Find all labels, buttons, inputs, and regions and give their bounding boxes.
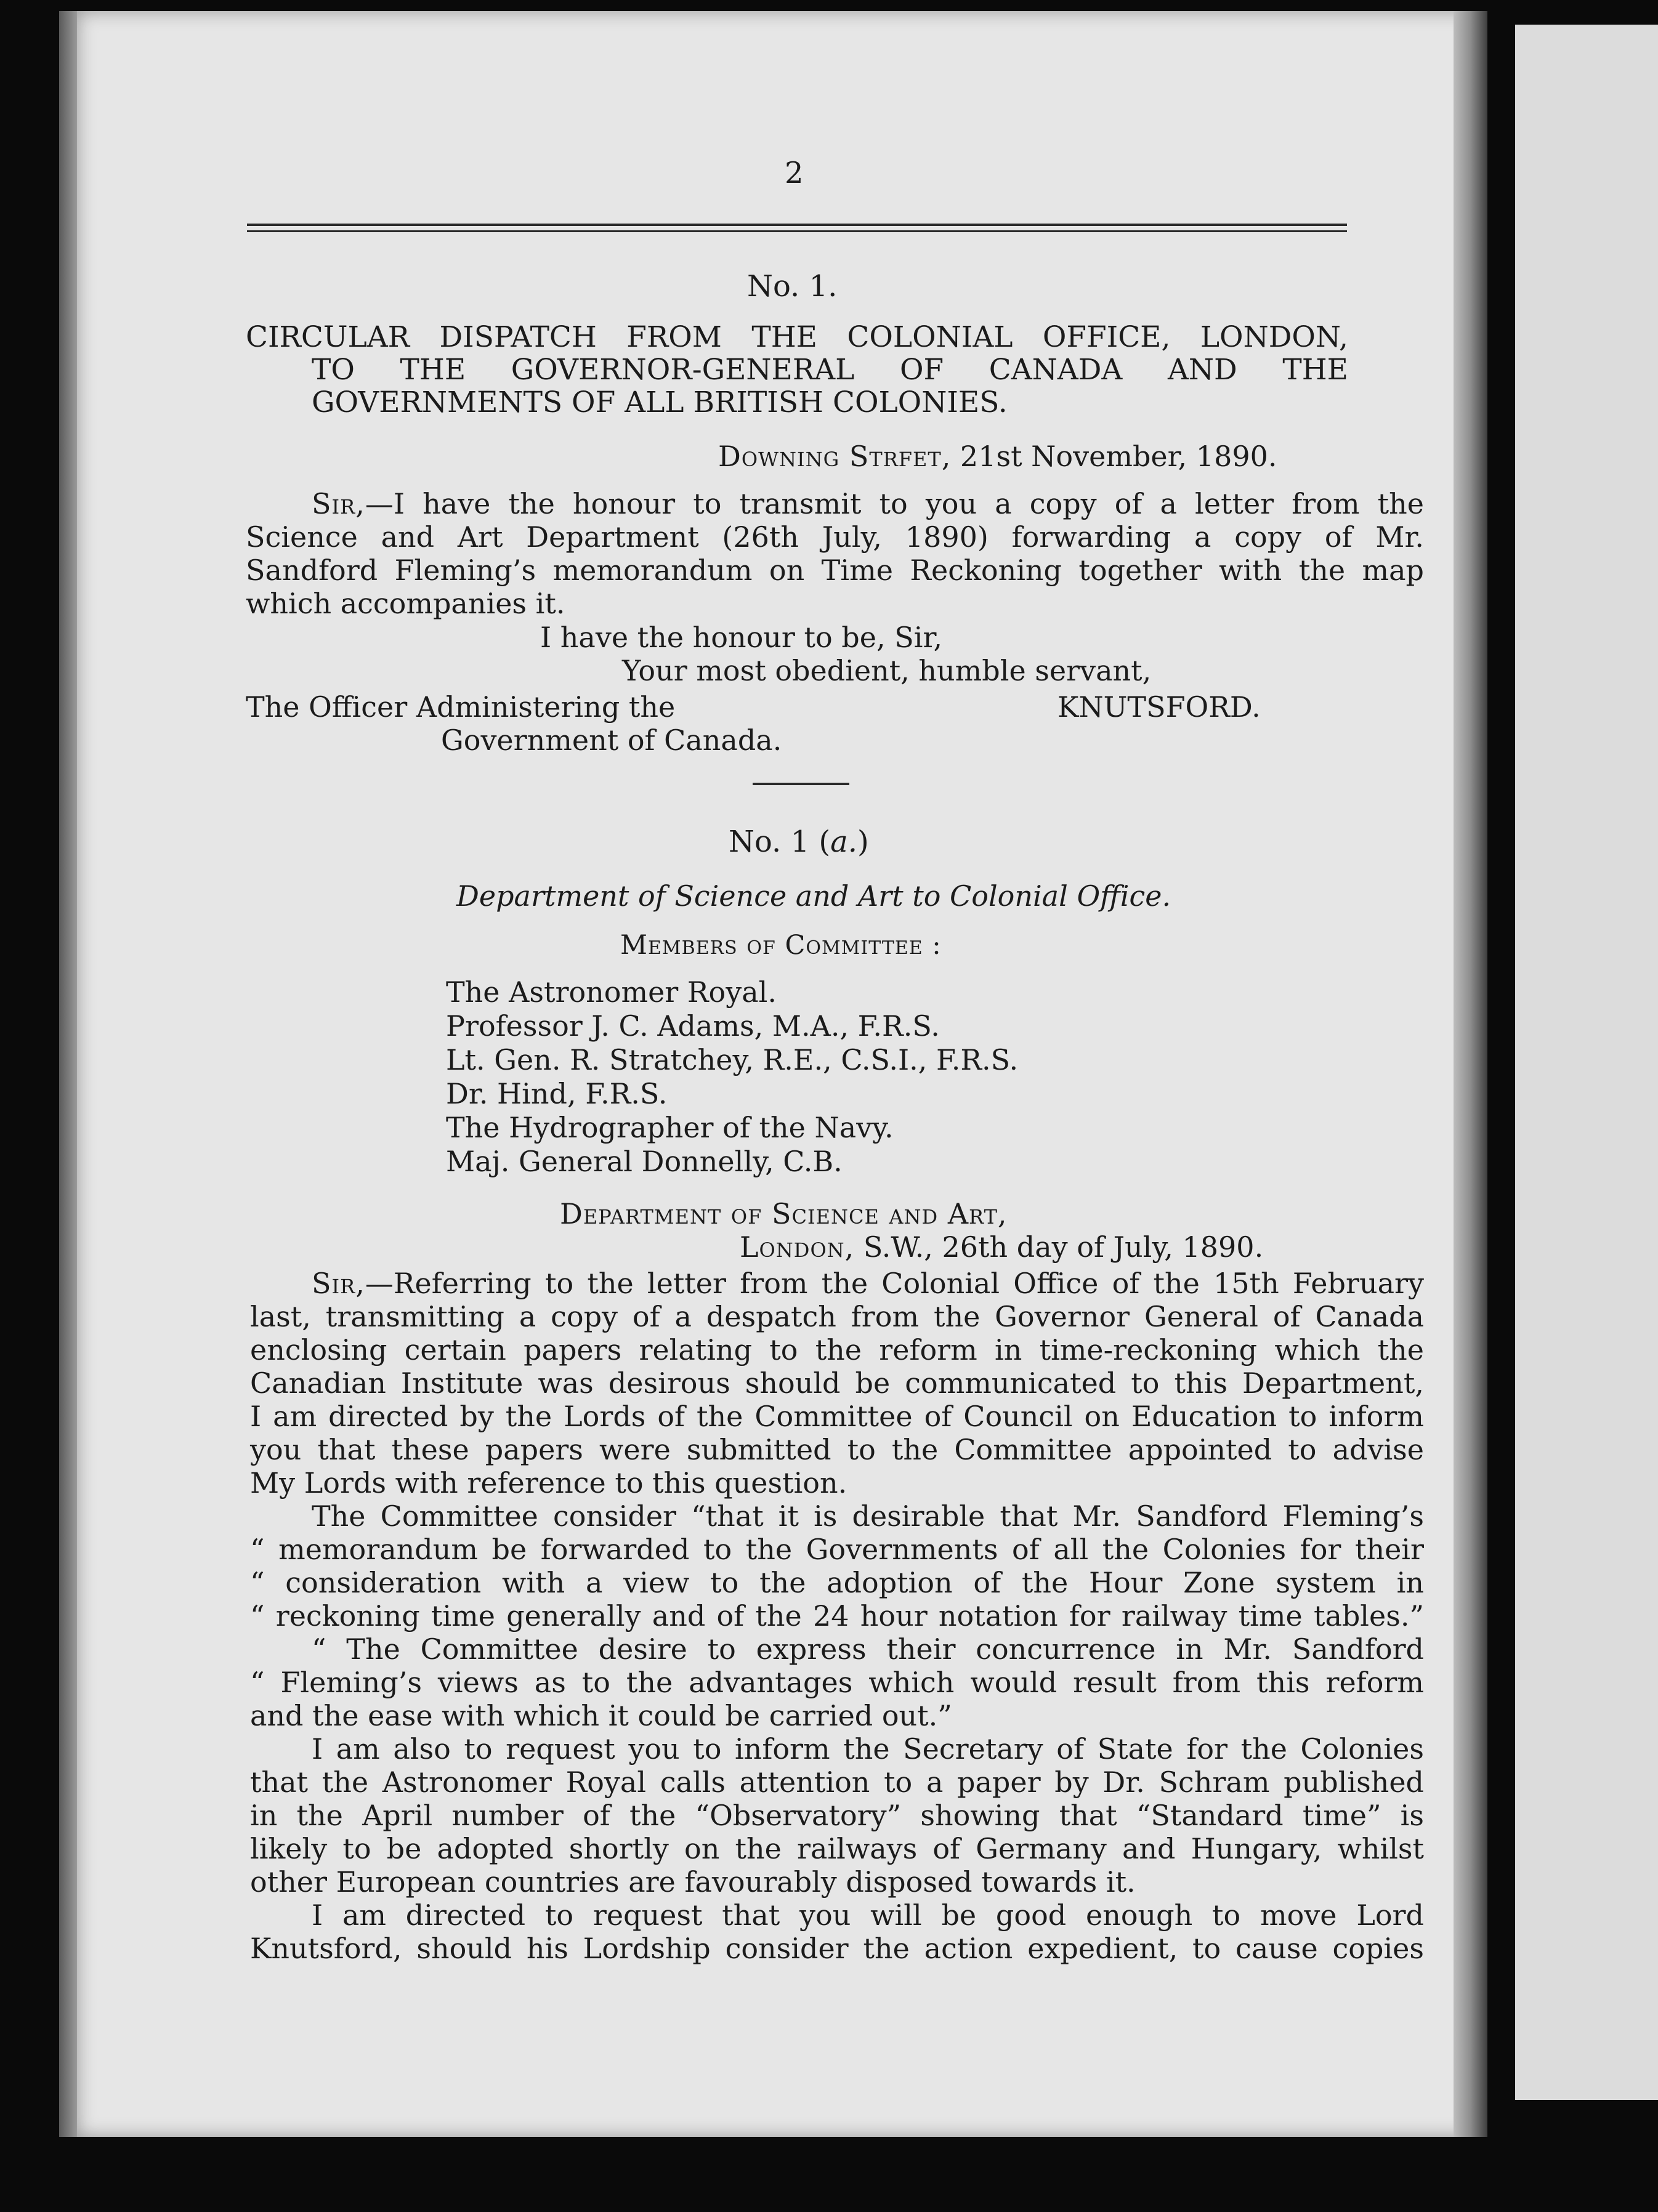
doc1-body-line-3: Sandford Fleming’s memorandum on Time Reckoning together with the map <box>246 554 1424 587</box>
committee-heading: Members of Committee : <box>620 930 942 961</box>
letter-line: “ reckoning time generally and of the 24 hour notation for railway time tables.” <box>250 1599 1424 1633</box>
doc1-heading-line-2: TO THE GOVERNOR-GENERAL OF CANADA AND THE <box>312 353 1348 387</box>
header-rule-bottom <box>247 230 1347 232</box>
letter-line: and the ease with which it could be carried out.” <box>250 1699 952 1732</box>
letter-line: likely to be adopted shortly on the railways of Germany and Hungary, whilst <box>250 1832 1424 1865</box>
doc1-body-line-4: which accompanies it. <box>246 587 565 620</box>
dept-line: Department of Science and Art, <box>560 1197 1008 1230</box>
letter-line: I am directed to request that you will be good enough to move Lord <box>312 1899 1424 1932</box>
doc2-place-date <box>740 1230 1263 1264</box>
doc1-place: Downing Strfet, <box>718 440 952 473</box>
doc1-closing-1: I have the honour to be, Sir, <box>540 621 943 654</box>
letter-line: that the Astronomer Royal calls attention to a paper by Dr. Schram published <box>250 1766 1424 1799</box>
doc1-heading-line-3: GOVERNMENTS OF ALL BRITISH COLONIES. <box>312 385 1008 419</box>
letter-line: I am also to request you to inform the Secretary of State for the Colonies <box>312 1732 1424 1766</box>
doc2-subtitle: Department of Science and Art to Colonial Office. <box>456 879 1171 913</box>
letter-line: Sir,—Referring to the letter from the Colonial Office of the 15th February <box>312 1267 1424 1300</box>
doc1-body-line-1: Sir,—I have the honour to transmit to you a copy of a letter from the <box>312 487 1424 520</box>
doc1-date: 21st November, 1890. <box>951 440 1277 473</box>
page-left-border <box>59 11 77 2137</box>
committee-member: Maj. General Donnelly, C.B. <box>446 1145 843 1178</box>
doc1-addressee-1: The Officer Administering the <box>246 690 676 724</box>
committee-member: The Astronomer Royal. <box>446 975 777 1009</box>
letter-line: in the April number of the “Observatory” showing that “Standard time” is <box>250 1799 1424 1832</box>
committee-member: Lt. Gen. R. Stratchey, R.E., C.S.I., F.R.S. <box>446 1043 1019 1076</box>
doc2-salutation: Sir, <box>312 1267 365 1300</box>
letter-line: “ Fleming’s views as to the advantages which would result from this reform <box>250 1666 1424 1699</box>
letter-line: other European countries are favourably disposed towards it. <box>250 1865 1136 1899</box>
page-number: 2 <box>785 156 804 190</box>
section-divider <box>753 783 849 785</box>
letter-line: enclosing certain papers relating to the reform in time-reckoning which the <box>250 1333 1424 1366</box>
letter-line: you that these papers were submitted to the Committee appointed to advise <box>250 1433 1424 1466</box>
committee-member: Professor J. C. Adams, M.A., F.R.S. <box>446 1009 940 1043</box>
doc1-addressee-2: Government of Canada. <box>441 724 782 757</box>
letter-line: “ memorandum be forwarded to the Governments of all the Colonies for their <box>250 1533 1424 1566</box>
letter-line: last, transmitting a copy of a despatch from the Governor General of Canada <box>250 1300 1424 1333</box>
doc1-closing-2: Your most obedient, humble servant, <box>622 654 1152 687</box>
committee-member: Dr. Hind, F.R.S. <box>446 1077 668 1110</box>
doc1-signature: KNUTSFORD. <box>1057 690 1261 724</box>
header-rule-top <box>247 224 1347 226</box>
letter-line: Knutsford, should his Lordship consider the action expedient, to cause copies <box>250 1932 1424 1965</box>
letter-line: The Committee consider “that it is desirable that Mr. Sandford Fleming’s <box>312 1500 1424 1533</box>
doc1-heading-line-1: CIRCULAR DISPATCH FROM THE COLONIAL OFFICE, LONDON, <box>246 320 1348 354</box>
doc2-number: No. 1 (a.) <box>729 825 869 859</box>
letter-line: I am directed by the Lords of the Committee of Council on Education to inform <box>250 1400 1424 1433</box>
committee-member: The Hydrographer of the Navy. <box>446 1111 894 1144</box>
adjacent-page <box>1515 25 1658 2100</box>
doc1-body-line-2: Science and Art Department (26th July, 1890) forwarding a copy of Mr. <box>246 520 1424 554</box>
page-binding-edge <box>1454 11 1487 2137</box>
letter-line: “ consideration with a view to the adoption of the Hour Zone system in <box>250 1566 1424 1599</box>
doc2-place: London, <box>740 1230 855 1264</box>
letter-line: Canadian Institute was desirous should be communicated to this Department, <box>250 1366 1424 1400</box>
letter-line: “ The Committee desire to express their concurrence in Mr. Sandford <box>312 1633 1424 1666</box>
doc1-salutation: Sir, <box>312 487 365 520</box>
doc1-number: No. 1. <box>747 269 838 304</box>
letter-line: My Lords with reference to this question. <box>250 1466 847 1500</box>
doc1-place-date <box>718 440 1277 473</box>
document-page <box>77 11 1480 2137</box>
doc2-date: S.W., 26th day of July, 1890. <box>854 1230 1264 1264</box>
